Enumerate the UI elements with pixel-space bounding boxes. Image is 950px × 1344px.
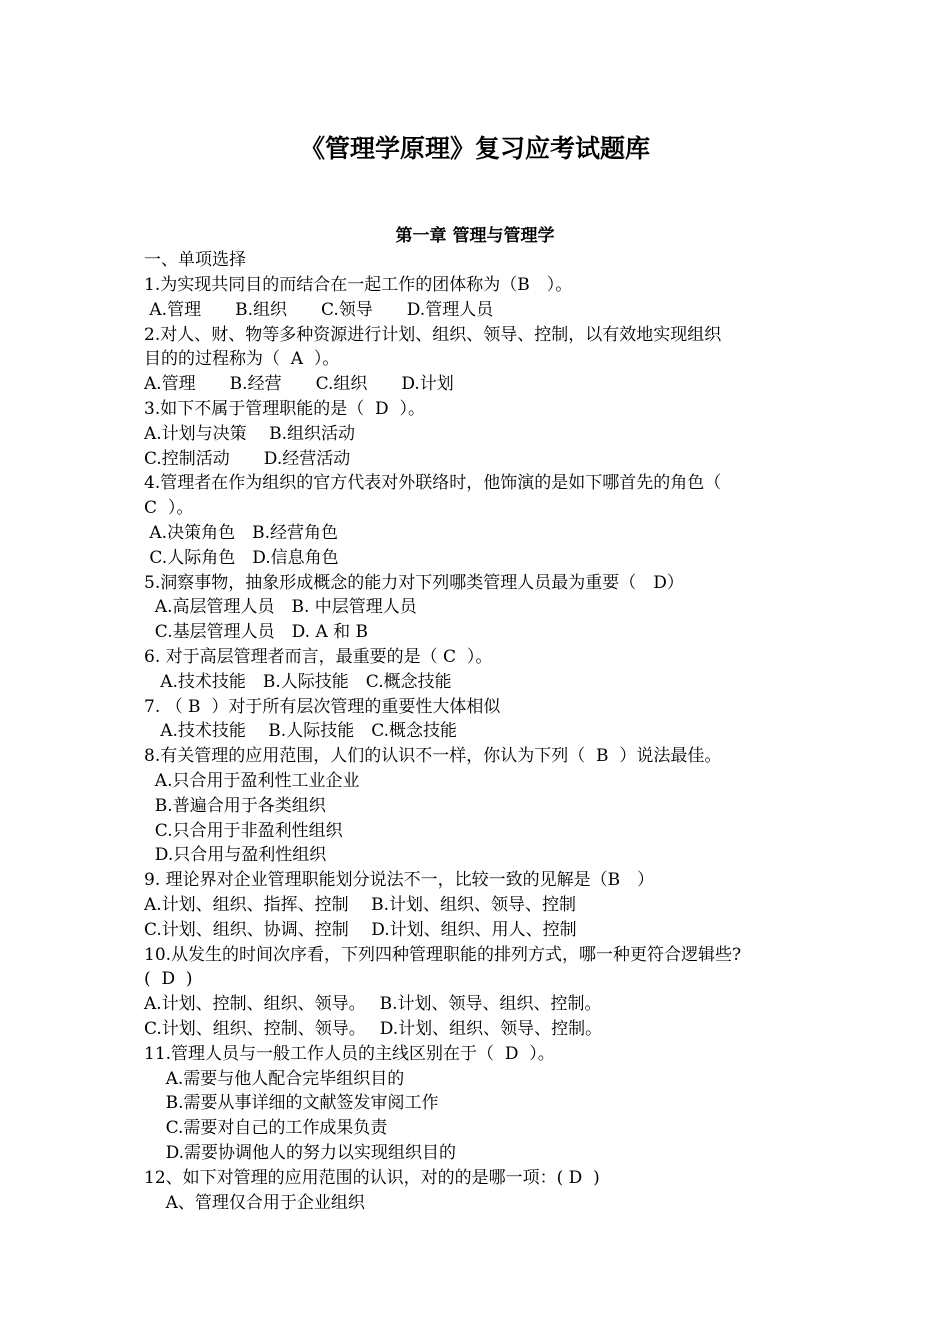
document-line: A、管理仅合用于企业组织 xyxy=(144,1192,365,1213)
document-line: A.管理 B.组织 C.领导 D.管理人员 xyxy=(144,299,494,320)
document-line: D.需要协调他人的努力以实现组织目的 xyxy=(144,1143,457,1163)
document-line: C ）。 xyxy=(144,498,194,519)
document-line: 3.如下不属于管理职能的是（ D ）。 xyxy=(144,399,425,419)
document-line: A.计划、控制、组织、领导。 B.计划、领导、组织、控制。 xyxy=(144,994,602,1015)
document-line: D.只合用与盈利性组织 xyxy=(144,845,327,866)
document-line: 4.管理者在作为组织的官方代表对外联络时，他饰演的是如下哪首先的角色（ xyxy=(144,473,722,494)
document-title: 《管理学原理》复习应考试题库 xyxy=(299,134,650,163)
document-line: ( D ) xyxy=(144,969,193,990)
document-line: 7. （ B ）对于所有层次管理的重要性大体相似 xyxy=(144,696,501,717)
document-line: C.人际角色 D.信息角色 xyxy=(144,547,339,568)
document-line: C.只合用于非盈利性组织 xyxy=(144,820,343,841)
document-line: C.需要对自己的工作成果负责 xyxy=(144,1118,388,1139)
chapter-heading: 第一章 管理与管理学 xyxy=(395,226,555,246)
document-line: 12、如下对管理的应用范围的认识，对的的是哪一项：( D ) xyxy=(144,1167,600,1188)
document-line: A.计划与决策 B.组织活动 xyxy=(144,423,355,444)
section-heading: 一、单项选择 xyxy=(144,250,246,270)
document-line: C.计划、组织、控制、领导。 D.计划、组织、领导、控制。 xyxy=(144,1019,603,1039)
document-line: A.需要与他人配合完毕组织目的 xyxy=(144,1068,405,1089)
document-line: C.控制活动 D.经营活动 xyxy=(144,448,351,469)
document-line: 9. 理论界对企业管理职能划分说法不一，比较一致的见解是（B ） xyxy=(144,870,655,891)
document-line: A.技术技能 B.人际技能 C.概念技能 xyxy=(144,671,452,692)
document-line: A.高层管理人员 B. 中层管理人员 xyxy=(144,597,417,618)
document-line: 5.洞察事物，抽象形成概念的能力对下列哪类管理人员最为重要（ D） xyxy=(144,572,684,593)
document-line: B.普遍合用于各类组织 xyxy=(144,795,326,816)
document-line: 11.管理人员与一般工作人员的主线区别在于（ D ）。 xyxy=(144,1043,555,1064)
document-line: 10.从发生的时间次序看，下列四种管理职能的排列方式，哪一种更符合逻辑些? xyxy=(144,944,742,965)
document-line: C.计划、组织、协调、控制 D.计划、组织、用人、控制 xyxy=(144,919,577,940)
document-line: 目的的过程称为（ A ）。 xyxy=(144,349,340,370)
document-line: C.基层管理人员 D. A 和 B xyxy=(144,622,369,643)
document-line: 8.有关管理的应用范围，人们的认识不一样，你认为下列（ B ）说法最佳。 xyxy=(144,746,722,767)
document-line: A.计划、组织、指挥、控制 B.计划、组织、领导、控制 xyxy=(144,895,576,915)
document-line: A.技术技能 B.人际技能 C.概念技能 xyxy=(144,721,457,742)
document-line: 1.为实现共同目的而结合在一起工作的团体称为（B ）。 xyxy=(144,275,573,295)
document-line: 2.对人、财、物等多种资源进行计划、组织、领导、控制，以有效地实现组织 xyxy=(144,324,722,345)
document-line: B.需要从事详细的文献签发审阅工作 xyxy=(144,1093,439,1114)
document-line: A.管理 B.经营 C.组织 D.计划 xyxy=(144,374,454,395)
document-line: A.决策角色 B.经营角色 xyxy=(144,523,338,543)
document-line: 6. 对于高层管理者而言，最重要的是（ C ）。 xyxy=(144,647,493,667)
document-line: A.只合用于盈利性工业企业 xyxy=(144,771,360,791)
